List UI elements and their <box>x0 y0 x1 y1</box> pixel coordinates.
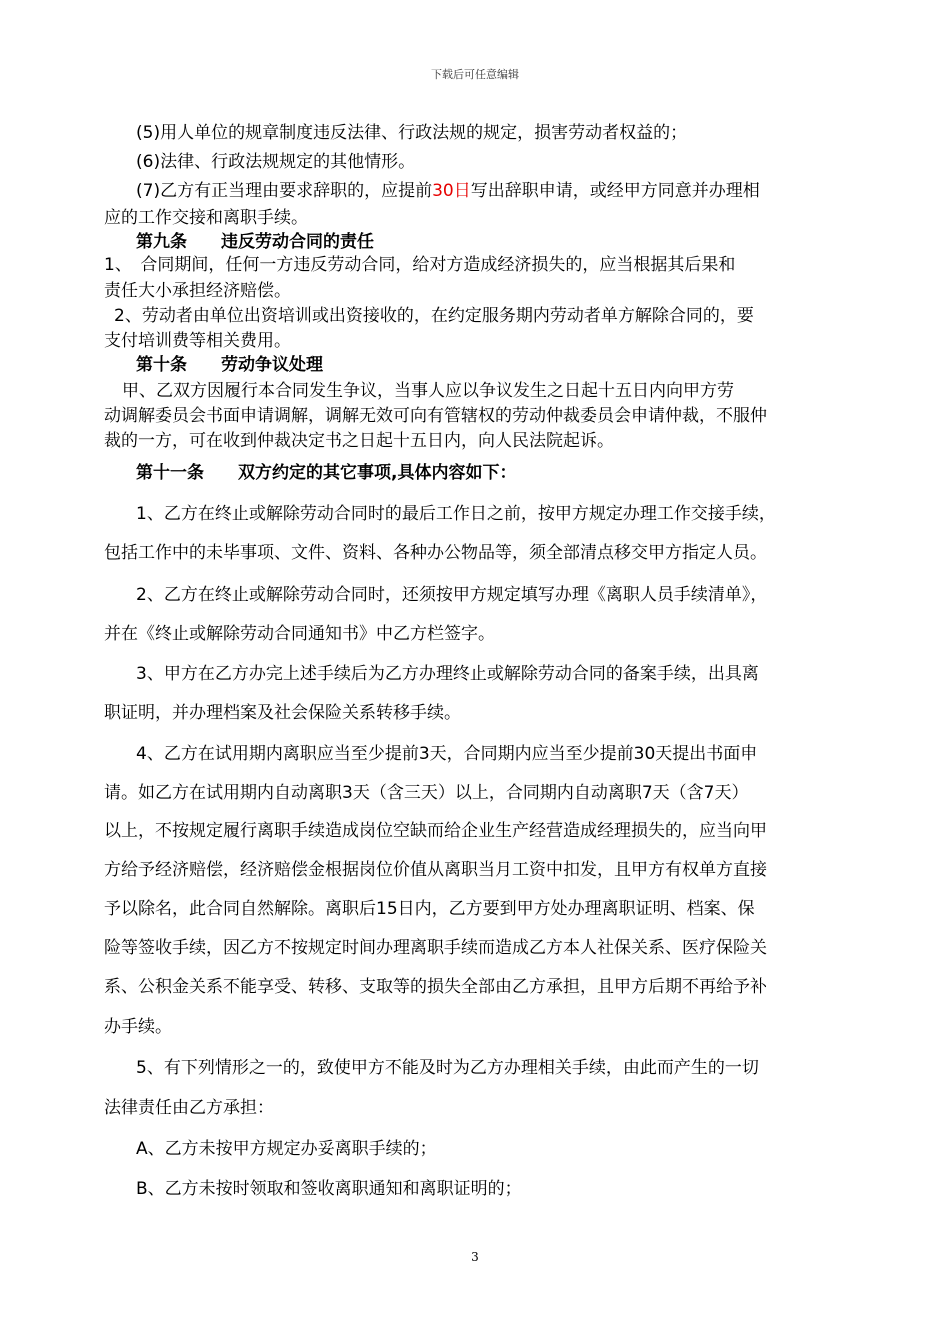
article-11-item-4-cont: 系、公积金关系不能享受、转移、支取等的损失全部由乙方承担，且甲方后期不再给予补 <box>104 977 767 997</box>
article-9-item-1: 1、 合同期间，任何一方违反劳动合同，给对方造成经济损失的，应当根据其后果和 <box>104 255 736 275</box>
clause-item-7: (7)乙方有正当理由要求辞职的，应提前30日写出辞职申请，或经甲方同意并办理相 <box>136 181 760 201</box>
article-11-item-4-cont: 予以除名，此合同自然解除。离职后15日内，乙方要到甲方处办理离职证明、档案、保 <box>104 899 755 919</box>
article-11-item-5: 5、有下列情形之一的，致使甲方不能及时为乙方办理相关手续，由此而产生的一切 <box>136 1058 759 1078</box>
article-9-heading: 第九条 违反劳动合同的责任 <box>136 232 374 252</box>
highlight-30-days: 30日 <box>432 181 471 201</box>
article-11-item-3: 3、甲方在乙方办完上述手续后为乙方办理终止或解除劳动合同的备案手续，出具离 <box>136 664 759 684</box>
clause-item-5: (5)用人单位的规章制度违反法律、行政法规的规定，损害劳动者权益的； <box>136 123 688 143</box>
article-11-item-5-cont: 法律责任由乙方承担： <box>104 1098 274 1118</box>
article-9-item-2: 2、劳动者由单位出资培训或出资接收的，在约定服务期内劳动者单方解除合同的，要 <box>114 306 754 326</box>
article-11-item-4-cont: 请。如乙方在试用期内自动离职3天（含三天）以上，合同期内自动离职7天（含7天） <box>104 783 749 803</box>
article-11-item-1: 1、乙方在终止或解除劳动合同时的最后工作日之前，按甲方规定办理工作交接手续， <box>136 504 776 524</box>
article-10-text: 甲、乙双方因履行本合同发生争议，当事人应以争议发生之日起十五日内向甲方劳 <box>122 381 734 401</box>
clause-item-7-cont: 应的工作交接和离职手续。 <box>104 208 308 228</box>
article-11-item-2-cont: 并在《终止或解除劳动合同通知书》中乙方栏签字。 <box>104 624 495 644</box>
article-11-item-5-a: A、乙方未按甲方规定办妥离职手续的； <box>136 1139 437 1159</box>
article-11-item-4-cont: 方给予经济赔偿，经济赔偿金根据岗位价值从离职当月工资中扣发，且甲方有权单方直接 <box>104 860 767 880</box>
article-9-item-2-cont: 支付培训费等相关费用。 <box>104 331 291 351</box>
article-11-heading: 第十一条 双方约定的其它事项,具体内容如下： <box>136 463 517 483</box>
page-number: 3 <box>471 1250 479 1264</box>
article-11-item-3-cont: 职证明，并办理档案及社会保险关系转移手续。 <box>104 703 461 723</box>
article-11-item-4: 4、乙方在试用期内离职应当至少提前3天，合同期内应当至少提前30天提出书面申 <box>136 744 758 764</box>
article-10-text-cont: 动调解委员会书面申请调解，调解无效可向有管辖权的劳动仲裁委员会申请仲裁，不服仲 <box>104 406 767 426</box>
page-header: 下载后可任意编辑 <box>431 68 519 81</box>
clause-item-6: (6)法律、行政法规规定的其他情形。 <box>136 152 416 172</box>
article-11-item-2: 2、乙方在终止或解除劳动合同时，还须按甲方规定填写办理《离职人员手续清单》， <box>136 585 768 605</box>
article-11-item-4-cont: 险等签收手续，因乙方不按规定时间办理离职手续而造成乙方本人社保关系、医疗保险关 <box>104 938 767 958</box>
article-10-heading: 第十条 劳动争议处理 <box>136 355 323 375</box>
article-10-text-cont: 裁的一方，可在收到仲裁决定书之日起十五日内，向人民法院起诉。 <box>104 431 614 451</box>
article-11-item-4-cont: 办手续。 <box>104 1017 172 1037</box>
article-11-item-4-cont: 以上，不按规定履行离职手续造成岗位空缺而给企业生产经营造成经理损失的，应当向甲 <box>104 821 767 841</box>
article-9-item-1-cont: 责任大小承担经济赔偿。 <box>104 281 291 301</box>
article-11-item-5-b: B、乙方未按时领取和签收离职通知和离职证明的； <box>136 1179 522 1199</box>
article-11-item-1-cont: 包括工作中的未毕事项、文件、资料、各种办公物品等，须全部清点移交甲方指定人员。 <box>104 543 767 563</box>
